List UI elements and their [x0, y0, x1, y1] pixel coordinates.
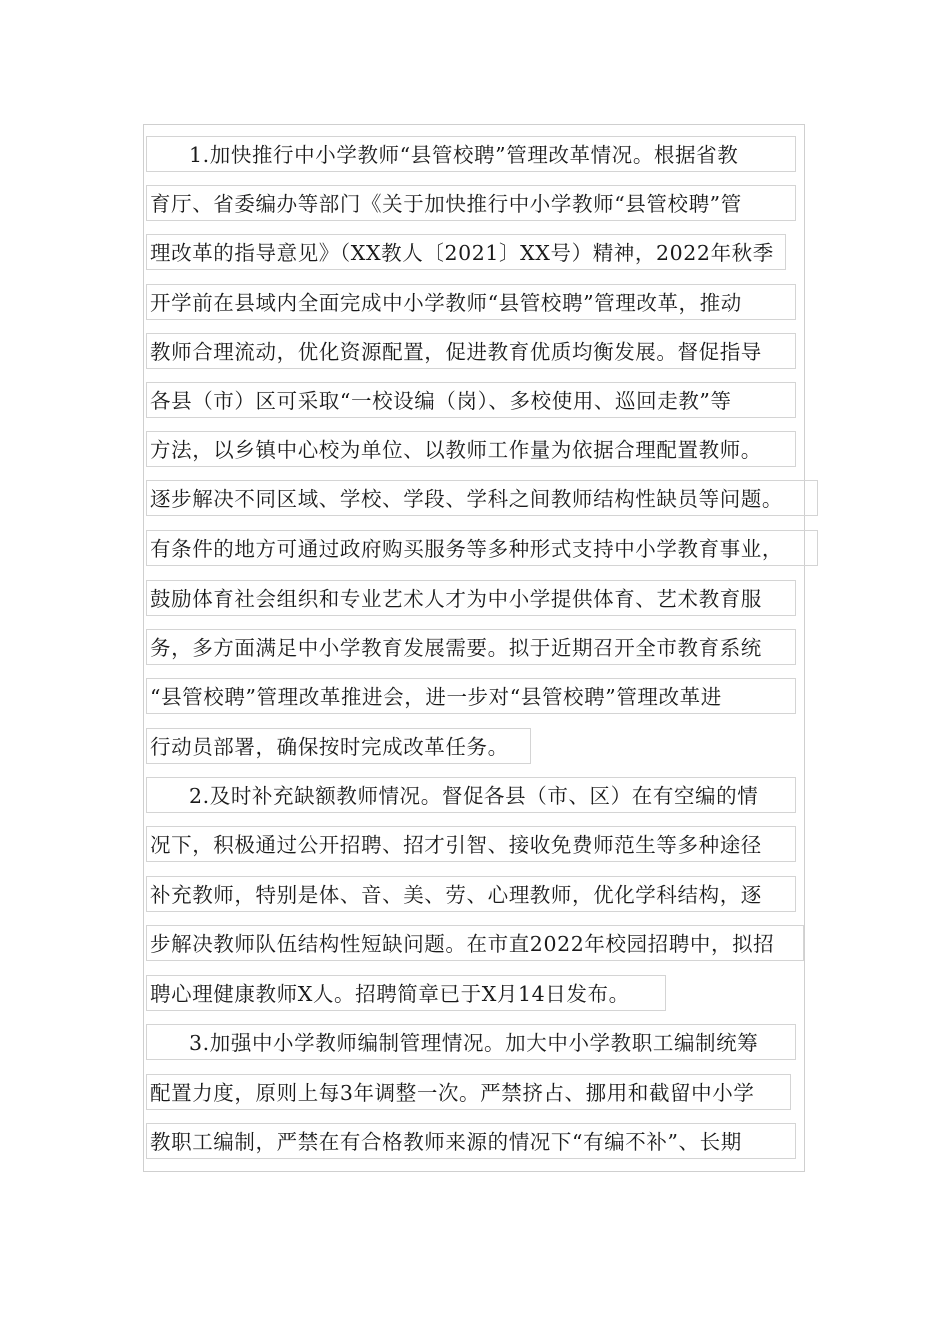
text-line: 聘心理健康教师X人。招聘简章已于X月14日发布。	[146, 975, 666, 1011]
text-line: 理改革的指导意见》（XX教人〔2021〕XX号）精神，2022年秋季	[146, 234, 786, 270]
text-line: 教师合理流动，优化资源配置，促进教育优质均衡发展。督促指导	[146, 333, 796, 369]
text-line: 2.及时补充缺额教师情况。督促各县（市、区）在有空编的情	[146, 777, 796, 813]
text-line: 况下，积极通过公开招聘、招才引智、接收免费师范生等多种途径	[146, 826, 796, 862]
text-line: “县管校聘”管理改革推进会，进一步对“县管校聘”管理改革进	[146, 678, 796, 714]
text-line: 行动员部署，确保按时完成改革任务。	[146, 728, 531, 764]
text-line: 1.加快推行中小学教师“县管校聘”管理改革情况。根据省教	[146, 136, 796, 172]
text-line: 补充教师，特别是体、音、美、劳、心理教师，优化学科结构，逐	[146, 876, 796, 912]
text-line: 方法，以乡镇中心校为单位、以教师工作量为依据合理配置教师。	[146, 431, 796, 467]
text-line: 鼓励体育社会组织和专业艺术人才为中小学提供体育、艺术教育服	[146, 580, 796, 616]
text-line: 育厅、省委编办等部门《关于加快推行中小学教师“县管校聘”管	[146, 185, 796, 221]
text-line: 各县（市）区可采取“一校设编（岗）、多校使用、巡回走教”等	[146, 382, 796, 418]
text-line: 配置力度，原则上每3年调整一次。严禁挤占、挪用和截留中小学	[146, 1074, 791, 1110]
text-line: 务，多方面满足中小学教育发展需要。拟于近期召开全市教育系统	[146, 629, 796, 665]
text-line: 3.加强中小学教师编制管理情况。加大中小学教职工编制统筹	[146, 1024, 796, 1060]
text-line: 逐步解决不同区域、学校、学段、学科之间教师结构性缺员等问题。	[146, 480, 818, 516]
text-line: 教职工编制，严禁在有合格教师来源的情况下“有编不补”、长期	[146, 1123, 796, 1159]
text-line: 有条件的地方可通过政府购买服务等多种形式支持中小学教育事业，	[146, 530, 818, 566]
text-line: 开学前在县域内全面完成中小学教师“县管校聘”管理改革，推动	[146, 284, 796, 320]
text-line: 步解决教师队伍结构性短缺问题。在市直2022年校园招聘中，拟招	[146, 925, 804, 961]
